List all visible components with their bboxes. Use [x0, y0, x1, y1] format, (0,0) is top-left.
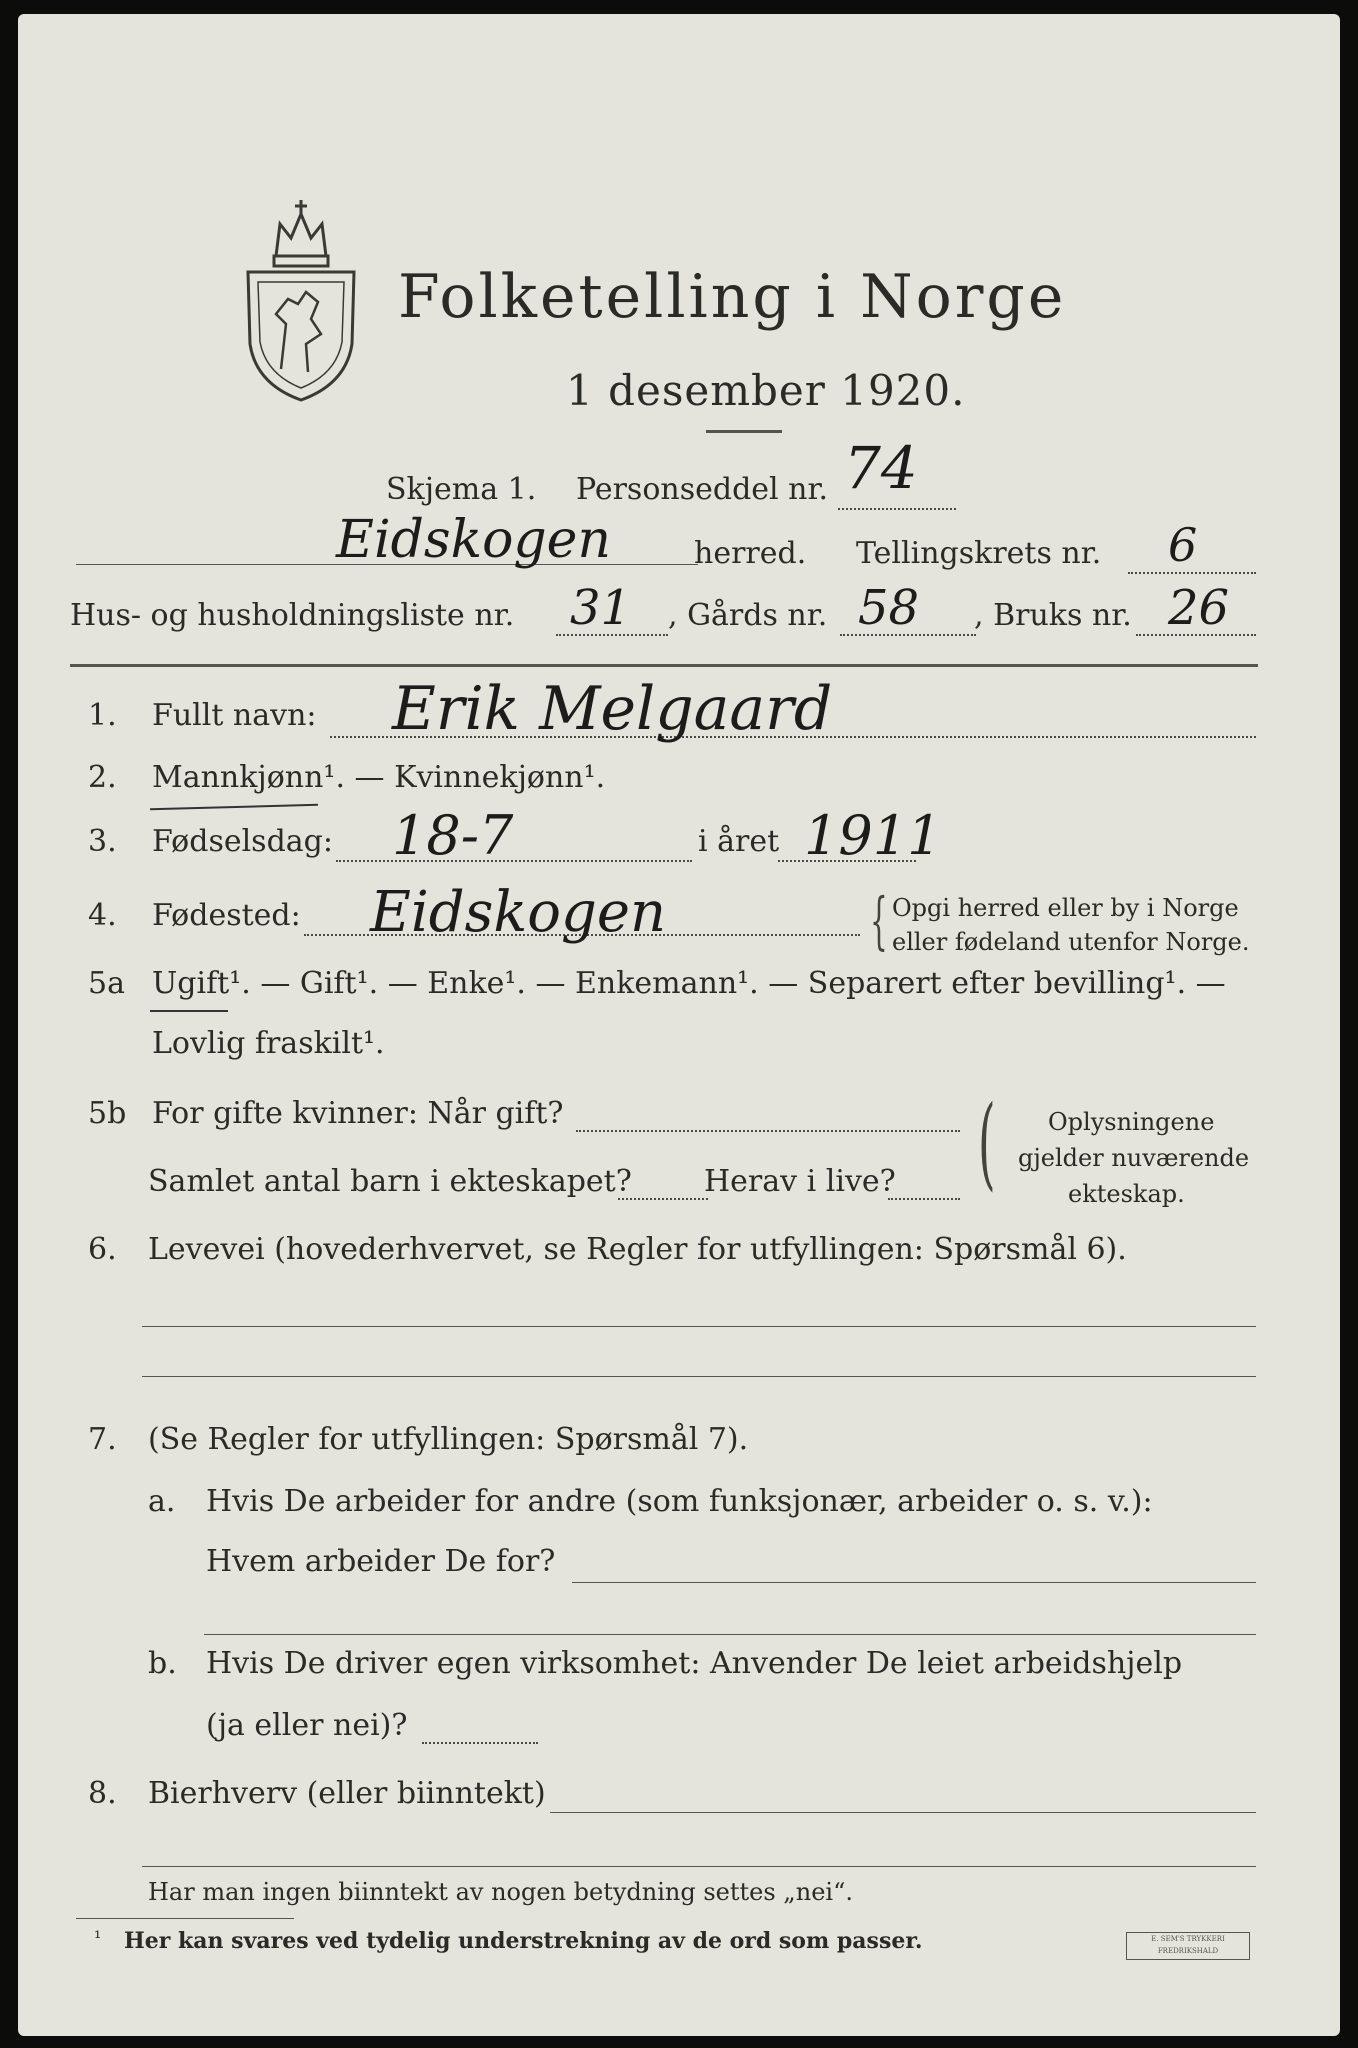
q2-number: 2.	[88, 760, 117, 795]
q7a-letter: a.	[148, 1484, 176, 1519]
q3-year-label: i året	[698, 824, 780, 859]
q5b-note-line3: ekteskap.	[1068, 1180, 1185, 1208]
q5b-alive-dots	[888, 1198, 960, 1200]
q5b-married-dots	[576, 1130, 960, 1132]
q3-year-value: 1911	[804, 804, 942, 867]
tellingskrets-dots	[1128, 572, 1256, 574]
footnote-divider	[76, 1918, 294, 1919]
norway-coat-of-arms-icon	[236, 194, 366, 404]
q1-label: Fullt navn:	[152, 698, 317, 733]
q4-note-line2: eller fødeland utenfor Norge.	[892, 928, 1250, 956]
tellingskrets-value: 6	[1168, 518, 1198, 572]
husholdning-label: Hus- og husholdningsliste nr.	[70, 598, 515, 633]
bruks-label: , Bruks nr.	[974, 598, 1132, 633]
q5a-number: 5a	[88, 966, 125, 1001]
q7b-dots	[422, 1742, 538, 1744]
herred-value: Eidskogen	[336, 510, 611, 570]
header-separator	[70, 664, 1258, 667]
q5b-line1: For gifte kvinner: Når gift?	[152, 1096, 564, 1131]
q1-full-name-value: Erik Melgaard	[392, 674, 833, 744]
schema-label: Skjema 1.	[386, 472, 537, 507]
footnote-text: Her kan svares ved tydelig understrekning av de ord som passer.	[124, 1928, 923, 1954]
q8-answer-line2	[142, 1866, 1256, 1867]
personseddel-label: Personseddel nr.	[576, 472, 829, 507]
census-form-paper	[18, 14, 1340, 2036]
q8-number: 8.	[88, 1776, 117, 1811]
q7-label: (Se Regler for utfyllingen: Spørsmål 7).	[148, 1422, 749, 1457]
q5b-line2-alive: Herav i live?	[704, 1164, 896, 1199]
form-title: Folketelling i Norge	[398, 262, 1067, 332]
q1-number: 1.	[88, 698, 117, 733]
herred-label: herred.	[694, 536, 807, 571]
q3-dots	[336, 860, 692, 862]
q4-note-line1: Opgi herred eller by i Norge	[892, 894, 1239, 922]
q4-label: Fødested:	[152, 898, 301, 933]
q7-number: 7.	[88, 1422, 117, 1457]
footnote-mark: ¹	[94, 1928, 102, 1949]
q2-underline-mark	[150, 804, 318, 810]
q5b-note-line2: gjelder nuværende	[1018, 1144, 1250, 1172]
printer-stamp: E. SEM'S TRYKKERI FREDRIKSHALD	[1126, 1932, 1250, 1960]
q5b-line2-children: Samlet antal barn i ekteskapet?	[148, 1164, 632, 1199]
q5a-line2: Lovlig fraskilt¹.	[152, 1026, 385, 1061]
personseddel-value: 74	[844, 434, 918, 502]
q3-birthday-value: 18-7	[392, 804, 514, 867]
personseddel-dots	[838, 508, 956, 510]
census-date: 1 desember 1920.	[566, 366, 966, 415]
q7a-answer-line2	[204, 1634, 1256, 1635]
q5b-children-dots	[618, 1198, 708, 1200]
q6-label: Levevei (hovederhvervet, se Regler for utfyllingen: Spørsmål 6).	[148, 1232, 1127, 1267]
q7b-letter: b.	[148, 1646, 177, 1681]
q4-birthplace-value: Eidskogen	[370, 880, 667, 945]
q3-number: 3.	[88, 824, 117, 859]
title-divider	[706, 430, 782, 433]
q7b-line1: Hvis De driver egen virksomhet: Anvender De leiet arbeidshjelp	[206, 1646, 1183, 1681]
q7b-line2: (ja eller nei)?	[206, 1708, 408, 1743]
tellingskrets-label: Tellingskrets nr.	[856, 536, 1102, 571]
footer-note: Har man ingen biinntekt av nogen betydning settes „nei“.	[148, 1878, 853, 1906]
gards-value: 58	[858, 580, 920, 636]
q4-number: 4.	[88, 898, 117, 933]
q5b-brace: (	[978, 1084, 996, 1201]
q7a-line1: Hvis De arbeider for andre (som funksjonær, arbeider o. s. v.):	[206, 1484, 1153, 1519]
q6-number: 6.	[88, 1232, 117, 1267]
q5b-note-line1: Oplysningene	[1048, 1108, 1215, 1136]
q5a-line1: Ugift¹. — Gift¹. — Enke¹. — Enkemann¹. — Separert efter bevilling¹. —	[152, 966, 1226, 1001]
q5b-number: 5b	[88, 1096, 127, 1131]
q7a-line2: Hvem arbeider De for?	[206, 1544, 556, 1579]
q2-label: Mannkjønn¹. — Kvinnekjønn¹.	[152, 760, 606, 795]
q8-answer-line1	[550, 1812, 1256, 1813]
q8-label: Bierhverv (eller biinntekt)	[148, 1776, 546, 1811]
q7a-answer-line1	[572, 1582, 1256, 1583]
q6-answer-line2	[142, 1376, 1256, 1377]
husholdning-value: 31	[570, 580, 632, 636]
q4-brace: {	[870, 884, 888, 957]
bruks-value: 26	[1168, 580, 1230, 636]
q6-answer-line1	[142, 1326, 1256, 1327]
q5a-underline-mark	[150, 1010, 228, 1012]
q3-label: Fødselsdag:	[152, 824, 333, 859]
gards-label: , Gårds nr.	[668, 598, 828, 633]
